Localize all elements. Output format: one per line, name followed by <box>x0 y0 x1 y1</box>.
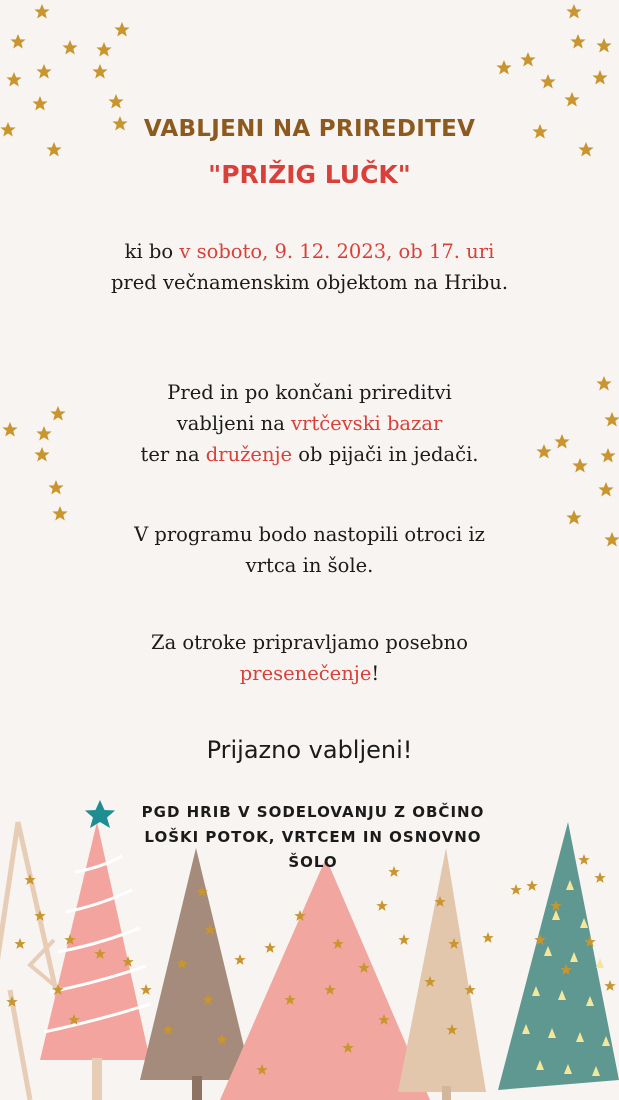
bazaar-line-3-prefix: ter na <box>140 443 206 466</box>
organizers-line-1: PGD HRIB V SODELOVANJU Z OBČINO <box>141 803 485 821</box>
organizers-line-2: LOŠKI POTOK, VRTCEM IN OSNOVNO <box>144 828 482 846</box>
invitation-title: VABLJENI NA PRIREDITEV <box>143 116 476 142</box>
event-name: "PRIŽIG LUČK" <box>208 160 411 189</box>
organizers-line-3: ŠOLO <box>288 853 338 871</box>
surprise-suffix: ! <box>371 662 380 685</box>
bazaar-line-1: Pred in po končani prireditvi <box>167 381 452 404</box>
closing-line: Prijazno vabljeni! <box>206 736 413 764</box>
bazaar-line-2-prefix: vabljeni na <box>176 412 292 435</box>
socializing-highlight: druženje <box>205 443 293 466</box>
program-paragraph <box>0 519 619 581</box>
organizers <box>138 800 488 875</box>
star-icon <box>85 800 115 828</box>
event-date: v soboto, 9. 12. 2023, ob 17. uri <box>179 240 495 263</box>
surprise-highlight: presenečenje <box>239 662 372 685</box>
bazaar-highlight: vrtčevski bazar <box>291 412 443 435</box>
event-time-place <box>0 236 619 298</box>
time-prefix: ki bo <box>124 240 180 263</box>
event-place: pred večnamenskim objektom na Hribu. <box>110 271 509 294</box>
surprise-paragraph <box>0 627 619 689</box>
surprise-line-1: Za otroke pripravljamo posebno <box>151 631 468 654</box>
program-line-1: V programu bodo nastopili otroci iz <box>134 523 485 546</box>
bazaar-line-3-suffix: ob pijači in jedači. <box>292 443 479 466</box>
bazaar-paragraph <box>0 377 619 470</box>
program-line-2: vrtca in šole. <box>245 554 374 577</box>
